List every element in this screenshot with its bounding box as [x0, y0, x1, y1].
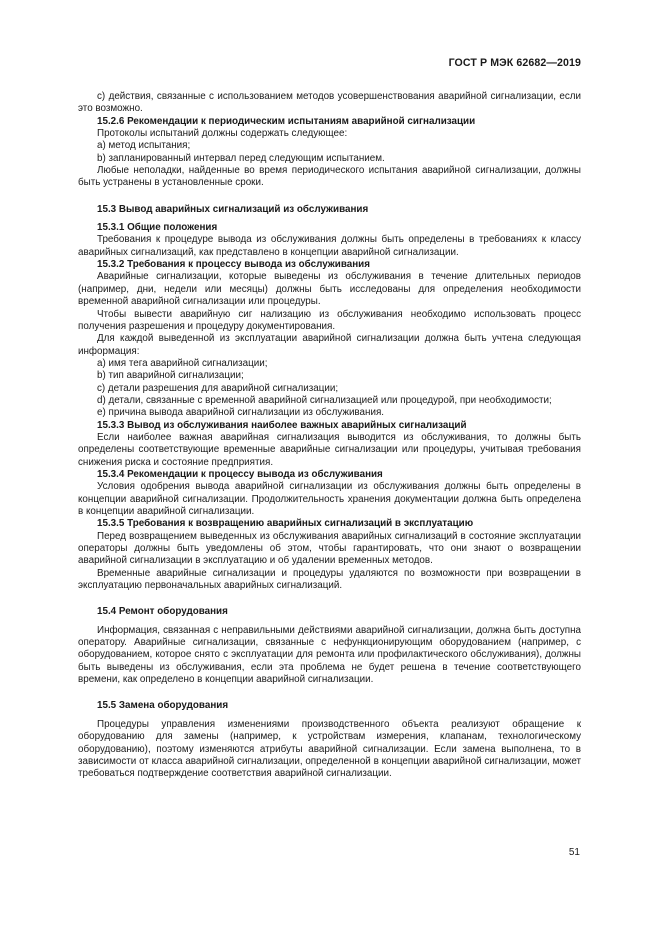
document-header: ГОСТ Р МЭК 62682—2019: [448, 57, 581, 69]
body-paragraph: Для каждой выведенной из эксплуатации аварийной сигнализации должна быть учтена следующая информация:: [78, 333, 581, 357]
section-heading: 15.3 Вывод аварийных сигнализаций из обслуживания: [97, 203, 369, 215]
page-number: 51: [568, 847, 580, 858]
body-paragraph: a) имя тега аварийной сигнализации;: [97, 357, 268, 369]
body-paragraph: Чтобы вывести аварийную сиг нализацию из обслуживания необходимо использовать процесс получения разрешения и процедуру документирования.: [78, 308, 581, 332]
section-heading: 15.2.6 Рекомендации к периодическим испытаниям аварийной сигнализации: [97, 115, 476, 127]
body-paragraph: Условия одобрения вывода аварийной сигнализации из обслуживания должны быть определены в концепции аварийной сигнализации. Продолжительность хранения документации должна быть определена в концепции аварийной сигнализации.: [78, 481, 581, 517]
body-paragraph: c) детали разрешения для аварийной сигнализации;: [97, 382, 339, 394]
body-paragraph: b) тип аварийной сигнализации;: [97, 370, 244, 382]
body-paragraph: Информация, связанная с неправильными действиями аварийной сигнализации, должна быть доступна оператору. Аварийные сигнализации, связанные с нефункционирующим оборудованием (например, с оборудованием, которое снято с эксплуатации для ремонта или профилактического обслуживания), должны быть выведены из обслуживания, если эта проблема не будет решена в течение соответствующего времени, как определено в концепции аварийной сигнализации.: [78, 624, 581, 686]
section-heading: 15.3.2 Требования к процессу вывода из обслуживания: [97, 259, 370, 271]
body-paragraph: a) метод испытания;: [97, 140, 191, 152]
body-paragraph: Протоколы испытаний должны содержать следующее:: [97, 128, 348, 140]
body-paragraph: e) причина вывода аварийной сигнализации из обслуживания.: [97, 407, 385, 419]
document-body: [78, 91, 581, 781]
section-heading: 15.5 Замена оборудования: [97, 700, 229, 712]
body-paragraph: Перед возвращением выведенных из обслуживания аварийных сигнализаций в состояние эксплуатации операторы должны быть уведомлены об этом, чтобы гарантировать, что они знают о возвращении аварийной сигнализации в эксплуатацию и об удалении временных методов.: [78, 530, 581, 567]
body-paragraph: c) действия, связанные с использованием методов усовершенствования аварийной сигнализации, если это возможно.: [78, 91, 581, 115]
section-heading: 15.3.4 Рекомендации к процессу вывода из обслуживания: [97, 468, 383, 480]
section-heading: 15.4 Ремонт оборудования: [97, 606, 228, 618]
body-paragraph: Любые неполадки, найденные во время периодического испытания аварийной сигнализации, должны быть устранены в установленные сроки.: [78, 165, 581, 189]
body-paragraph: Процедуры управления изменениями производственного объекта реализуют обращение к оборудованию для замены (например, к устройствам измерения, клапанам, технологическому оборудованию), поэтому изменяются атрибуты аварийной сигнализации. Если замена выполнена, то в зависимости от класса аварийной сигнализации, определенной в концепции аварийной сигнализации, может требоваться подтверждение соответствия аварийной сигнализации.: [78, 718, 581, 780]
section-heading: 15.3.3 Вывод из обслуживания наиболее важных аварийных сигнализаций: [97, 419, 467, 431]
section-heading: 15.3.1 Общие положения: [97, 222, 218, 234]
body-paragraph: d) детали, связанные с временной аварийной сигнализацией или процедурой, при необходимости;: [97, 394, 552, 406]
body-paragraph: Если наиболее важная аварийная сигнализация выводится из обслуживания, то должны быть определены соответствующие временные аварийные сигнализации или процедуры, учитывая требования снижения риска и состояние предприятия.: [78, 431, 581, 468]
body-paragraph: Аварийные сигнализации, которые выведены из обслуживания в течение длительных периодов (например, дни, недели или месяцы) должны быть исследованы для определения необходимости временной аварийной сигнализации или процедуры.: [78, 271, 581, 308]
body-paragraph: Временные аварийные сигнализации и процедуры удаляются по возможности при возвращении в эксплуатацию первоначальных аварийных сигнализаций.: [78, 567, 581, 592]
section-heading: 15.3.5 Требования к возвращению аварийных сигнализаций в эксплуатацию: [97, 518, 474, 530]
body-paragraph: b) запланированный интервал перед следующим испытанием.: [97, 152, 385, 164]
body-paragraph: Требования к процедуре вывода из обслуживания должны быть определены в требованиях к классу аварийных сигнализаций, как представлено в концепции аварийной сигнализации.: [78, 234, 581, 258]
